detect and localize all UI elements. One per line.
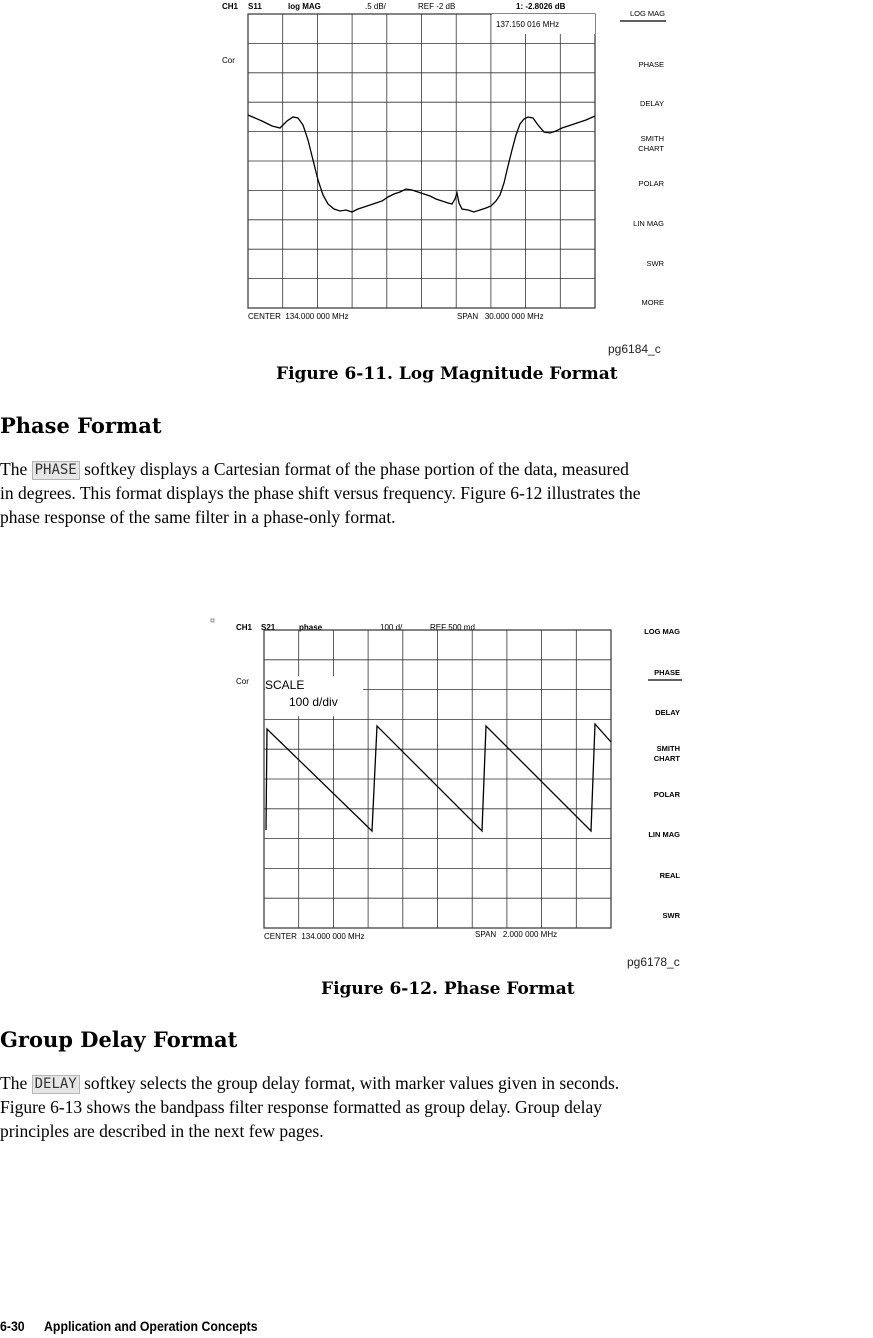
- para-text: The: [0, 459, 32, 479]
- footer-title: Application and Operation Concepts: [44, 1318, 258, 1334]
- header-param: S21: [261, 623, 276, 632]
- softkey-delay[interactable]: DELAY: [655, 708, 680, 717]
- header-scale: 100 d/: [380, 623, 403, 632]
- softkey-lin-mag[interactable]: LIN MAG: [648, 830, 680, 839]
- header-ref: REF -2 dB: [418, 2, 456, 11]
- figure-phase: [200, 610, 700, 970]
- center-frequency: CENTER 134.000 000 MHz: [264, 932, 365, 941]
- softkey-swr[interactable]: SWR: [662, 911, 680, 920]
- softkey-swr[interactable]: SWR: [646, 259, 664, 268]
- header-marker: 1: -2.8026 dB: [516, 2, 566, 11]
- para-line: phase response of the same filter in a phase-only format.: [0, 507, 396, 527]
- paragraph: [0, 457, 873, 529]
- figure-id: pg6184_c: [608, 342, 661, 356]
- para-text: The: [0, 1073, 32, 1093]
- header-channel: CH1: [236, 623, 253, 632]
- figure-caption: Figure 6-11. Log Magnitude Format: [276, 364, 618, 384]
- softkey-chart[interactable]: CHART: [653, 754, 680, 763]
- para-text: softkey displays a Cartesian format of the phase portion of the data, measured: [79, 459, 629, 479]
- delay-softkey-reference: DELAY: [32, 1075, 80, 1094]
- center-frequency: CENTER 134.000 000 MHz: [248, 312, 349, 321]
- graticule: [248, 14, 595, 308]
- softkey-delay[interactable]: DELAY: [639, 99, 664, 108]
- softkey-smith[interactable]: SMITH: [656, 744, 680, 753]
- header-param: S11: [248, 2, 262, 11]
- phase-softkey-reference: PHASE: [32, 461, 80, 480]
- header-format: phase: [299, 623, 323, 632]
- span-frequency: SPAN 2.000 000 MHz: [475, 930, 558, 939]
- softkey-log-mag[interactable]: LOG MAG: [629, 9, 665, 18]
- softkey-phase[interactable]: PHASE: [638, 60, 664, 69]
- section-heading: Group Delay Format: [0, 1027, 238, 1052]
- softkey-polar[interactable]: POLAR: [653, 790, 680, 799]
- para-line: Figure 6-13 shows the bandpass filter response formatted as group delay. Group delay: [0, 1097, 602, 1117]
- scale-label: SCALE: [265, 678, 305, 692]
- para-line: principles are described in the next few pages.: [0, 1121, 324, 1141]
- page-footer: [0, 1318, 258, 1334]
- header-channel: CH1: [222, 2, 239, 11]
- softkey-lin-mag[interactable]: LIN MAG: [633, 219, 664, 228]
- softkey-chart[interactable]: CHART: [638, 144, 664, 153]
- section-heading: Phase Format: [0, 413, 162, 438]
- cor-label: Cor: [236, 677, 249, 686]
- para-line: in degrees. This format displays the phase shift versus frequency. Figure 6-12 illustrates the: [0, 483, 641, 503]
- header-scale: .5 dB/: [365, 2, 386, 11]
- span-frequency: SPAN 30.000 000 MHz: [457, 312, 544, 321]
- softkey-more[interactable]: MORE: [641, 298, 664, 307]
- scale-value: 100 d/div: [289, 695, 338, 709]
- marker-frequency: 137.150 016 MHz: [496, 20, 560, 29]
- softkey-smith[interactable]: SMITH: [640, 134, 664, 143]
- para-text: softkey selects the group delay format, with marker values given in seconds.: [79, 1073, 620, 1093]
- figure-caption: Figure 6-12. Phase Format: [321, 979, 575, 999]
- cor-label: Cor: [222, 56, 235, 65]
- figure-id: pg6178_c: [627, 955, 680, 969]
- softkey-log-mag[interactable]: LOG MAG: [644, 627, 680, 636]
- paragraph: [0, 1071, 873, 1143]
- figure-log-magnitude: [200, 0, 680, 360]
- header-format: log MAG: [288, 2, 321, 11]
- softkey-phase[interactable]: PHASE: [654, 668, 680, 677]
- header-ref: REF 500 md: [430, 623, 475, 632]
- page-number: 6-30: [0, 1318, 25, 1334]
- softkey-real[interactable]: REAL: [659, 871, 680, 880]
- phase-trace: [266, 724, 611, 831]
- softkey-polar[interactable]: POLAR: [638, 179, 664, 188]
- graticule: [264, 630, 611, 928]
